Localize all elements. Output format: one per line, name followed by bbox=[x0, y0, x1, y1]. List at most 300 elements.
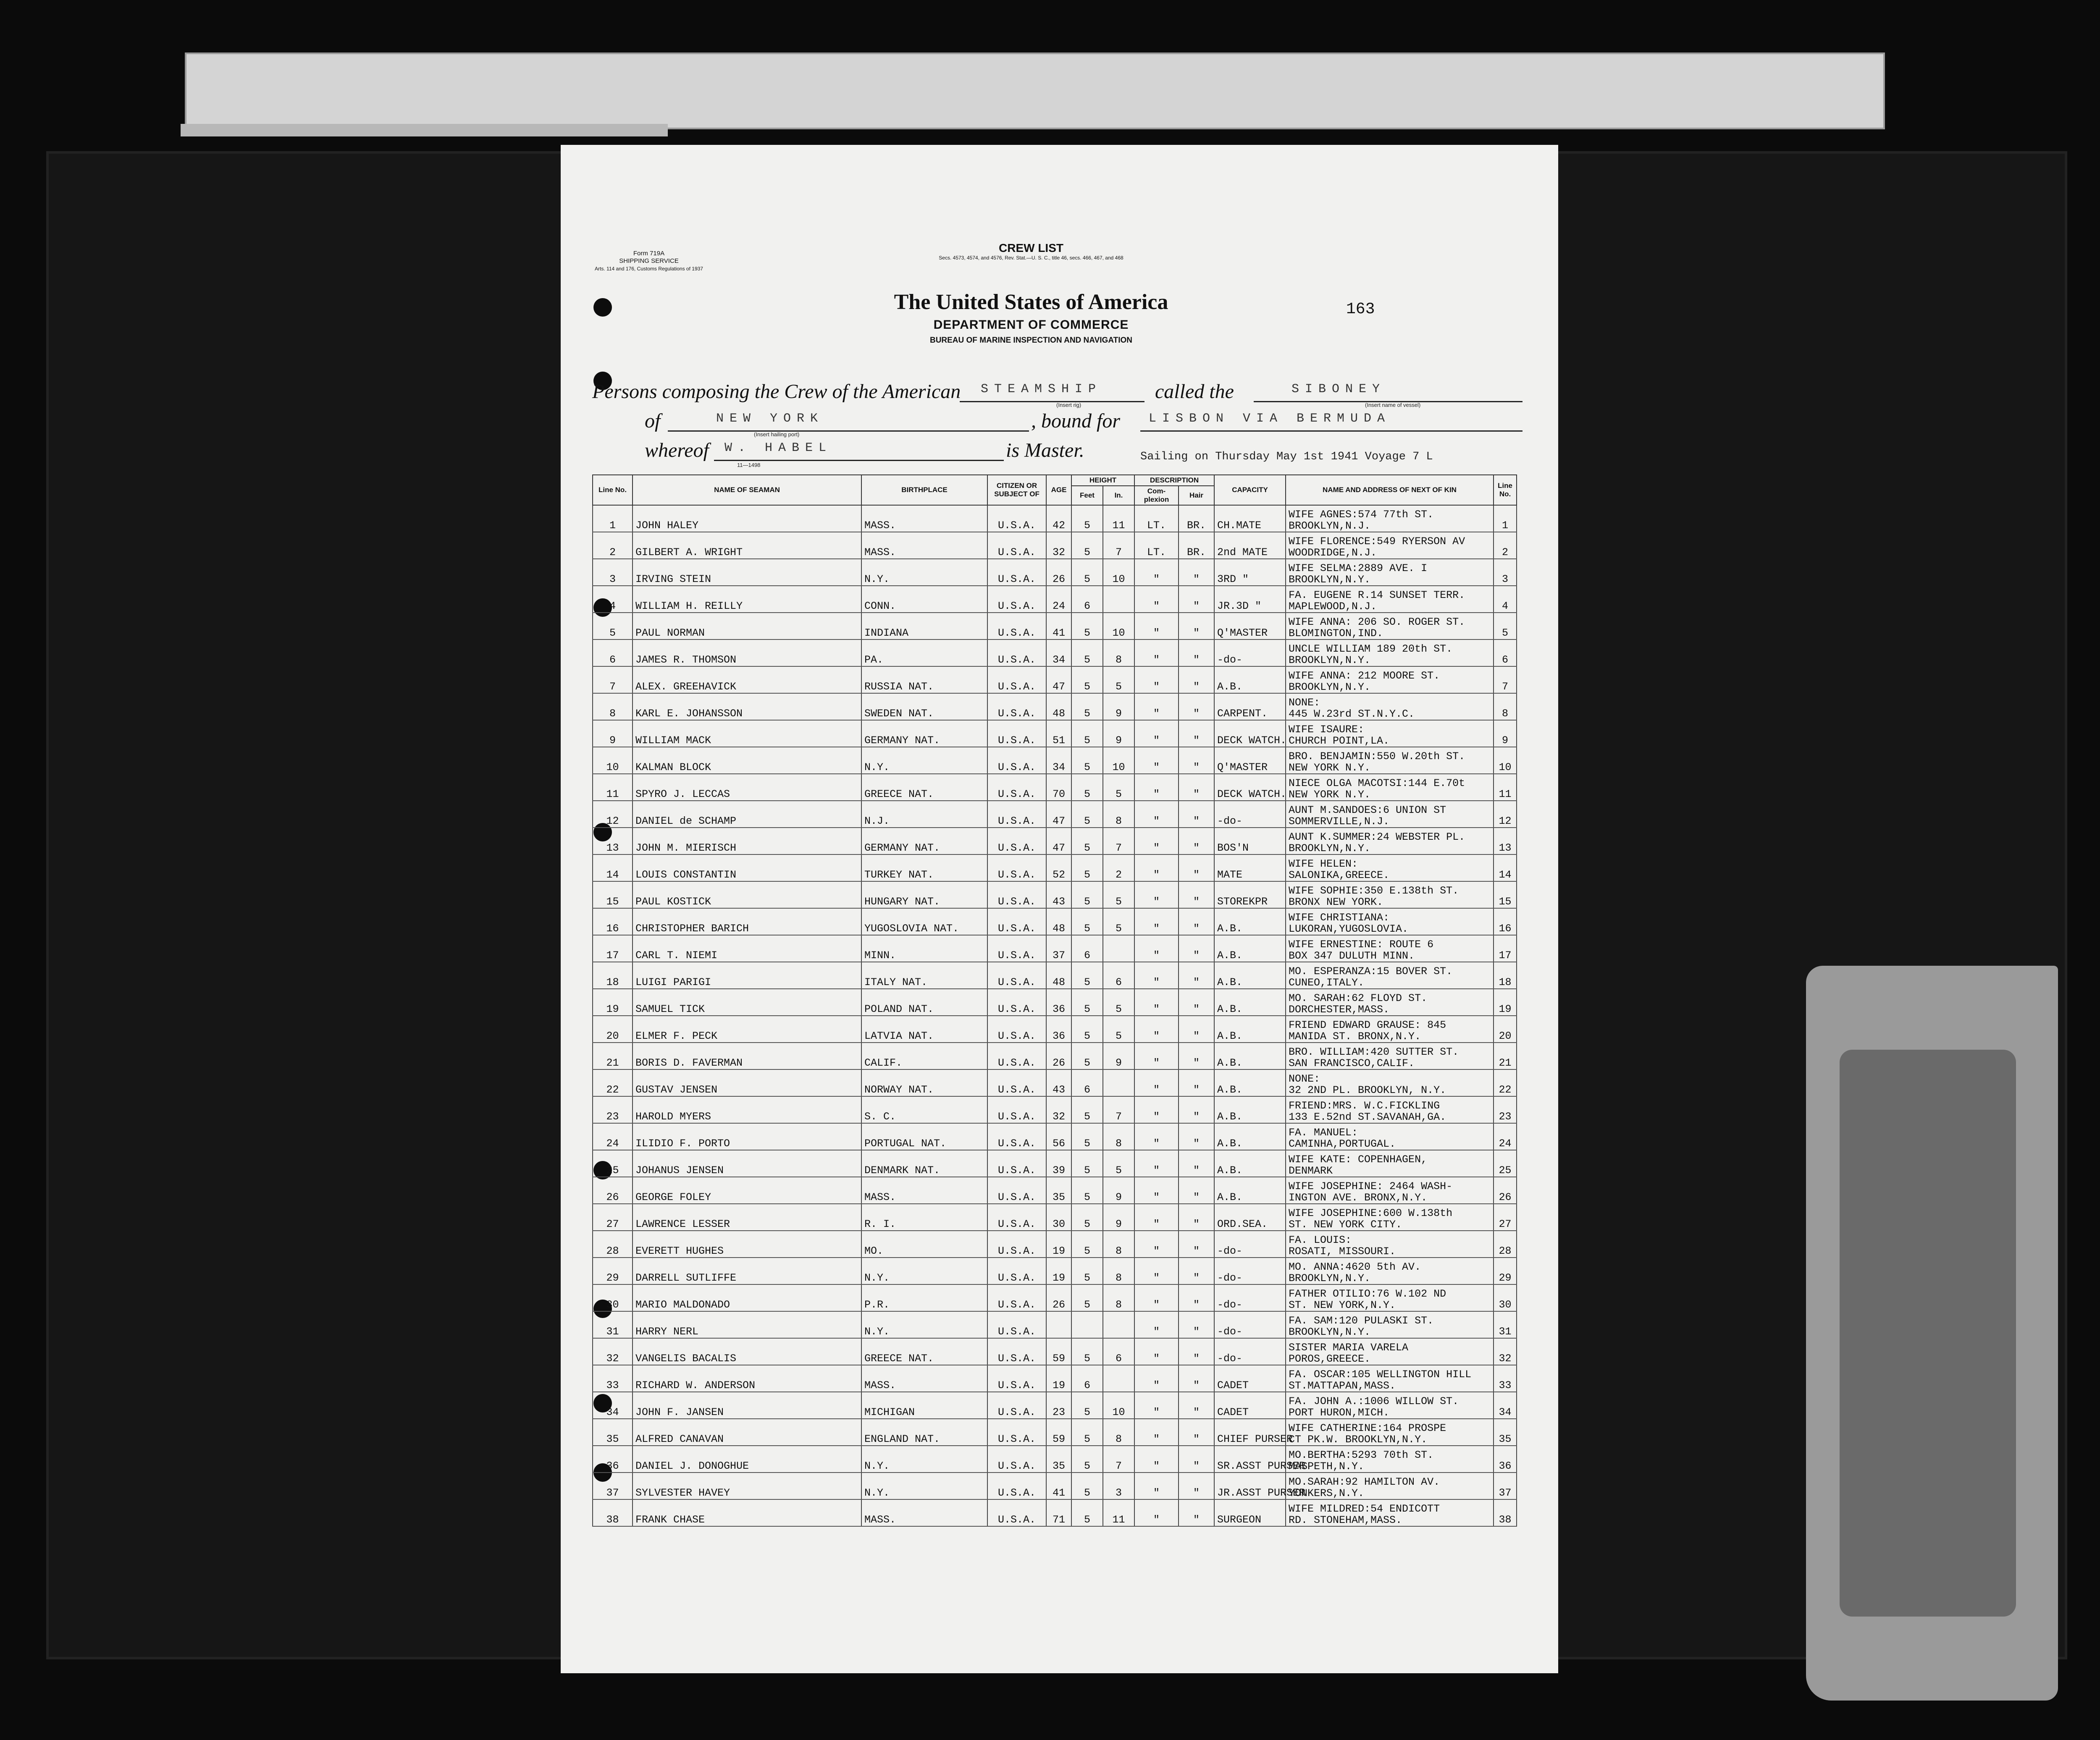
form-number: Form 719A bbox=[633, 250, 665, 257]
seaman-name-cell: BORIS D. FAVERMAN bbox=[633, 1043, 861, 1069]
age-cell: 19 bbox=[1046, 1231, 1071, 1258]
next-of-kin-line: BROOKLYN,N.Y. bbox=[1289, 1326, 1371, 1338]
line-number-cell: 14 bbox=[593, 854, 633, 881]
line-number-right-cell: 36 bbox=[1494, 1446, 1517, 1473]
capacity-cell: STOREKPR bbox=[1214, 881, 1286, 908]
height-inches-cell: 8 bbox=[1103, 1419, 1134, 1446]
height-feet-cell: 5 bbox=[1071, 1338, 1103, 1365]
age-cell: 70 bbox=[1046, 774, 1071, 801]
citizenship-cell: U.S.A. bbox=[987, 1499, 1046, 1526]
seaman-name-cell: ALEX. GREEHAVICK bbox=[633, 666, 861, 693]
height-feet-cell: 6 bbox=[1071, 1365, 1103, 1392]
next-of-kin-line: 32 2ND PL. BROOKLYN, N.Y. bbox=[1289, 1084, 1446, 1096]
line-number-right-cell: 1 bbox=[1494, 505, 1517, 532]
header-next-of-kin: NAME AND ADDRESS OF NEXT OF KIN bbox=[1286, 475, 1494, 505]
line-number-cell: 30 bbox=[593, 1284, 633, 1311]
seaman-name-cell: MARIO MALDONADO bbox=[633, 1284, 861, 1311]
citizenship-cell: U.S.A. bbox=[987, 935, 1046, 962]
seaman-name-cell: PAUL NORMAN bbox=[633, 613, 861, 639]
age-cell: 34 bbox=[1046, 639, 1071, 666]
form-title: CREW LIST bbox=[999, 241, 1063, 254]
next-of-kin-line: FA. SAM:120 PULASKI ST. bbox=[1289, 1315, 1434, 1327]
table-row bbox=[593, 1284, 1517, 1311]
next-of-kin-line: MO. SARAH:62 FLOYD ST. bbox=[1289, 992, 1428, 1004]
hair-cell: " bbox=[1179, 989, 1214, 1016]
next-of-kin-line: RD. STONEHAM,MASS. bbox=[1289, 1514, 1402, 1526]
line-number-cell: 31 bbox=[593, 1311, 633, 1338]
next-of-kin-cell bbox=[1286, 666, 1494, 693]
birthplace-cell: MASS. bbox=[861, 1365, 987, 1392]
form-arts: Arts. 114 and 176, Customs Regulations of 1937 bbox=[595, 266, 703, 272]
height-feet-cell: 5 bbox=[1071, 693, 1103, 720]
next-of-kin-line: BROOKLYN,N.J. bbox=[1289, 520, 1371, 532]
seaman-name-cell: VANGELIS BACALIS bbox=[633, 1338, 861, 1365]
complexion-cell: " bbox=[1134, 1446, 1179, 1473]
vessel-caption: (Insert name of vessel) bbox=[1365, 402, 1421, 408]
age-cell: 26 bbox=[1046, 1043, 1071, 1069]
next-of-kin-line: MO. ESPERANZA:15 BOVER ST. bbox=[1289, 965, 1453, 977]
hair-cell: " bbox=[1179, 935, 1214, 962]
next-of-kin-line: MANIDA ST. BRONX,N.Y. bbox=[1289, 1030, 1421, 1043]
next-of-kin-line: SISTER MARIA VARELA bbox=[1289, 1342, 1409, 1354]
table-row bbox=[593, 586, 1517, 613]
form-statute: Secs. 4573, 4574, and 4576, Rev. Stat.—U. S. C., title 46, secs. 466, 467, and 468 bbox=[939, 255, 1124, 261]
citizenship-cell: U.S.A. bbox=[987, 908, 1046, 935]
capacity-cell: BOS'N bbox=[1214, 828, 1286, 854]
height-feet-cell: 5 bbox=[1071, 854, 1103, 881]
height-inches-cell: 7 bbox=[1103, 1096, 1134, 1123]
age-cell: 47 bbox=[1046, 666, 1071, 693]
hair-cell: " bbox=[1179, 1150, 1214, 1177]
birthplace-cell: LATVIA NAT. bbox=[861, 1016, 987, 1043]
birthplace-cell: DENMARK NAT. bbox=[861, 1150, 987, 1177]
height-inches-cell: 9 bbox=[1103, 720, 1134, 747]
height-feet-cell: 6 bbox=[1071, 586, 1103, 613]
birthplace-cell: GERMANY NAT. bbox=[861, 720, 987, 747]
line-number-right-cell: 31 bbox=[1494, 1311, 1517, 1338]
hair-cell: " bbox=[1179, 1392, 1214, 1419]
hair-cell: " bbox=[1179, 1069, 1214, 1096]
capacity-cell: 2nd MATE bbox=[1214, 532, 1286, 559]
age-cell: 48 bbox=[1046, 908, 1071, 935]
next-of-kin-line: WIFE AGNES:574 77th ST. bbox=[1289, 508, 1434, 521]
next-of-kin-line: WIFE CATHERINE:164 PROSPE bbox=[1289, 1422, 1446, 1434]
height-inches-cell: 6 bbox=[1103, 962, 1134, 989]
height-inches-cell bbox=[1103, 935, 1134, 962]
table-row bbox=[593, 532, 1517, 559]
birthplace-cell: N.Y. bbox=[861, 559, 987, 586]
complexion-cell: " bbox=[1134, 693, 1179, 720]
height-feet-cell: 5 bbox=[1071, 720, 1103, 747]
line-number-right-cell: 25 bbox=[1494, 1150, 1517, 1177]
next-of-kin-line: ROSATI, MISSOURI. bbox=[1289, 1245, 1396, 1258]
next-of-kin-line: NEW YORK N.Y. bbox=[1289, 762, 1371, 774]
height-inches-cell: 10 bbox=[1103, 559, 1134, 586]
next-of-kin-line: BLOMINGTON,IND. bbox=[1289, 627, 1383, 639]
next-of-kin-line: MO.SARAH:92 HAMILTON AV. bbox=[1289, 1476, 1440, 1488]
capacity-cell: CH.MATE bbox=[1214, 505, 1286, 532]
line-number-cell: 19 bbox=[593, 989, 633, 1016]
hair-cell: " bbox=[1179, 1177, 1214, 1204]
birthplace-cell: POLAND NAT. bbox=[861, 989, 987, 1016]
capacity-cell: A.B. bbox=[1214, 1043, 1286, 1069]
table-row bbox=[593, 989, 1517, 1016]
citizenship-cell: U.S.A. bbox=[987, 1392, 1046, 1419]
height-inches-cell: 5 bbox=[1103, 666, 1134, 693]
citizenship-cell: U.S.A. bbox=[987, 639, 1046, 666]
birthplace-cell: N.Y. bbox=[861, 1473, 987, 1499]
destination: LISBON VIA BERMUDA bbox=[1149, 411, 1391, 426]
complexion-cell: " bbox=[1134, 989, 1179, 1016]
height-inches-cell: 5 bbox=[1103, 989, 1134, 1016]
capacity-cell: A.B. bbox=[1214, 935, 1286, 962]
crew-table-body bbox=[593, 505, 1517, 1526]
next-of-kin-line: MO. ANNA:4620 5th AV. bbox=[1289, 1261, 1421, 1273]
next-of-kin-line: FRIEND:MRS. W.C.FICKLING bbox=[1289, 1100, 1440, 1112]
line-number-right-cell: 22 bbox=[1494, 1069, 1517, 1096]
header-line-no: Line No. bbox=[593, 475, 633, 505]
next-of-kin-line: FA. LOUIS: bbox=[1289, 1234, 1352, 1246]
table-row bbox=[593, 1016, 1517, 1043]
height-inches-cell: 7 bbox=[1103, 532, 1134, 559]
birthplace-cell: GREECE NAT. bbox=[861, 1338, 987, 1365]
citizenship-cell: U.S.A. bbox=[987, 693, 1046, 720]
height-feet-cell: 5 bbox=[1071, 962, 1103, 989]
next-of-kin-line: MO.BERTHA:5293 70th ST. bbox=[1289, 1449, 1434, 1461]
complexion-cell: " bbox=[1134, 586, 1179, 613]
age-cell: 39 bbox=[1046, 1150, 1071, 1177]
line-number-right-cell: 35 bbox=[1494, 1419, 1517, 1446]
age-cell: 19 bbox=[1046, 1258, 1071, 1284]
line-number-cell: 2 bbox=[593, 532, 633, 559]
next-of-kin-cell bbox=[1286, 1473, 1494, 1499]
next-of-kin-line: ST. NEW YORK,N.Y. bbox=[1289, 1299, 1396, 1311]
next-of-kin-cell bbox=[1286, 828, 1494, 854]
hair-cell: " bbox=[1179, 1365, 1214, 1392]
next-of-kin-line: WIFE CHRISTIANA: bbox=[1289, 912, 1390, 924]
height-inches-cell: 9 bbox=[1103, 1204, 1134, 1231]
seaman-name-cell: DARRELL SUTLIFFE bbox=[633, 1258, 861, 1284]
height-inches-cell: 8 bbox=[1103, 639, 1134, 666]
line-number-right-cell: 9 bbox=[1494, 720, 1517, 747]
height-feet-cell: 5 bbox=[1071, 532, 1103, 559]
height-inches-cell: 5 bbox=[1103, 881, 1134, 908]
height-feet-cell: 5 bbox=[1071, 908, 1103, 935]
table-row bbox=[593, 559, 1517, 586]
height-inches-cell: 8 bbox=[1103, 1258, 1134, 1284]
country-title: The United States of America bbox=[894, 290, 1168, 314]
next-of-kin-line: SALONIKA,GREECE. bbox=[1289, 869, 1390, 881]
table-row bbox=[593, 1419, 1517, 1446]
table-row bbox=[593, 1177, 1517, 1204]
next-of-kin-cell bbox=[1286, 774, 1494, 801]
seaman-name-cell: SYLVESTER HAVEY bbox=[633, 1473, 861, 1499]
seaman-name-cell: LAWRENCE LESSER bbox=[633, 1204, 861, 1231]
next-of-kin-line: WIFE ANNA: 212 MOORE ST. bbox=[1289, 670, 1440, 682]
next-of-kin-line: WIFE FLORENCE:549 RYERSON AV bbox=[1289, 535, 1465, 548]
seaman-name-cell: KARL E. JOHANSSON bbox=[633, 693, 861, 720]
seaman-name-cell: SPYRO J. LECCAS bbox=[633, 774, 861, 801]
hair-cell: BR. bbox=[1179, 505, 1214, 532]
capacity-cell: A.B. bbox=[1214, 1150, 1286, 1177]
age-cell: 52 bbox=[1046, 854, 1071, 881]
line-number-right-cell: 24 bbox=[1494, 1123, 1517, 1150]
age-cell: 56 bbox=[1046, 1123, 1071, 1150]
line-number-right-cell: 13 bbox=[1494, 828, 1517, 854]
next-of-kin-line: BRONX NEW YORK. bbox=[1289, 896, 1383, 908]
age-cell: 59 bbox=[1046, 1338, 1071, 1365]
next-of-kin-line: WIFE HELEN: bbox=[1289, 858, 1358, 870]
age-cell: 19 bbox=[1046, 1365, 1071, 1392]
complexion-cell: " bbox=[1134, 559, 1179, 586]
capacity-cell: A.B. bbox=[1214, 1096, 1286, 1123]
line-number-right-cell: 28 bbox=[1494, 1231, 1517, 1258]
height-feet-cell: 5 bbox=[1071, 613, 1103, 639]
capacity-cell: -do- bbox=[1214, 1258, 1286, 1284]
seaman-name-cell: RICHARD W. ANDERSON bbox=[633, 1365, 861, 1392]
capacity-cell: A.B. bbox=[1214, 1069, 1286, 1096]
height-feet-cell: 5 bbox=[1071, 1446, 1103, 1473]
citizenship-cell: U.S.A. bbox=[987, 1338, 1046, 1365]
next-of-kin-line: BRO. BENJAMIN:550 W.20th ST. bbox=[1289, 750, 1465, 763]
hair-cell: " bbox=[1179, 881, 1214, 908]
line-number-cell: 20 bbox=[593, 1016, 633, 1043]
citizenship-cell: U.S.A. bbox=[987, 1311, 1046, 1338]
line-number-cell: 12 bbox=[593, 801, 633, 828]
complexion-cell: " bbox=[1134, 1365, 1179, 1392]
next-of-kin-cell bbox=[1286, 613, 1494, 639]
height-inches-cell bbox=[1103, 1365, 1134, 1392]
next-of-kin-line: 133 E.52nd ST.SAVANAH,GA. bbox=[1289, 1111, 1446, 1123]
citizenship-cell: U.S.A. bbox=[987, 505, 1046, 532]
next-of-kin-line: NONE: bbox=[1289, 1073, 1320, 1085]
hair-cell: " bbox=[1179, 747, 1214, 774]
seaman-name-cell: WILLIAM H. REILLY bbox=[633, 586, 861, 613]
line-number-right-cell: 15 bbox=[1494, 881, 1517, 908]
citizenship-cell: U.S.A. bbox=[987, 1123, 1046, 1150]
next-of-kin-line: CHURCH POINT,LA. bbox=[1289, 735, 1390, 747]
line-number-cell: 17 bbox=[593, 935, 633, 962]
next-of-kin-cell bbox=[1286, 1392, 1494, 1419]
header-name: NAME OF SEAMAN bbox=[633, 475, 861, 505]
table-row bbox=[593, 854, 1517, 881]
seaman-name-cell: GILBERT A. WRIGHT bbox=[633, 532, 861, 559]
complexion-cell: " bbox=[1134, 613, 1179, 639]
table-row bbox=[593, 1365, 1517, 1392]
line-number-cell: 8 bbox=[593, 693, 633, 720]
capacity-cell: A.B. bbox=[1214, 962, 1286, 989]
next-of-kin-line: BROOKLYN,N.Y. bbox=[1289, 654, 1371, 666]
bureau-name: BUREAU OF MARINE INSPECTION AND NAVIGATION bbox=[929, 336, 1133, 345]
is-master-label: is Master. bbox=[1006, 439, 1084, 461]
header-citizen: CITIZEN OR SUBJECT OF bbox=[987, 475, 1046, 505]
birthplace-cell: R. I. bbox=[861, 1204, 987, 1231]
next-of-kin-line: PORT HURON,MICH. bbox=[1289, 1407, 1390, 1419]
next-of-kin-cell bbox=[1286, 1096, 1494, 1123]
complexion-cell: " bbox=[1134, 1258, 1179, 1284]
next-of-kin-cell bbox=[1286, 1043, 1494, 1069]
birthplace-cell: N.Y. bbox=[861, 1258, 987, 1284]
next-of-kin-line: BROOKLYN,N.Y. bbox=[1289, 842, 1371, 854]
line-number-right-cell: 8 bbox=[1494, 693, 1517, 720]
next-of-kin-line: FATHER OTILIO:76 W.102 ND bbox=[1289, 1288, 1446, 1300]
line-number-cell: 32 bbox=[593, 1338, 633, 1365]
next-of-kin-cell bbox=[1286, 1123, 1494, 1150]
complexion-cell: " bbox=[1134, 935, 1179, 962]
hair-cell: " bbox=[1179, 1338, 1214, 1365]
birthplace-cell: CONN. bbox=[861, 586, 987, 613]
sailing-note: Sailing on Thursday May 1st 1941 Voyage 7 L bbox=[1140, 451, 1433, 463]
complexion-cell: " bbox=[1134, 1419, 1179, 1446]
table-row bbox=[593, 720, 1517, 747]
complexion-cell: " bbox=[1134, 774, 1179, 801]
table-row bbox=[593, 935, 1517, 962]
table-row bbox=[593, 908, 1517, 935]
citizenship-cell: U.S.A. bbox=[987, 559, 1046, 586]
line-number-right-cell: 27 bbox=[1494, 1204, 1517, 1231]
age-cell: 35 bbox=[1046, 1177, 1071, 1204]
height-inches-cell: 10 bbox=[1103, 747, 1134, 774]
birthplace-cell: MO. bbox=[861, 1231, 987, 1258]
height-inches-cell: 5 bbox=[1103, 908, 1134, 935]
complexion-cell: " bbox=[1134, 1499, 1179, 1526]
table-row bbox=[593, 1231, 1517, 1258]
seaman-name-cell: SAMUEL TICK bbox=[633, 989, 861, 1016]
capacity-cell: ORD.SEA. bbox=[1214, 1204, 1286, 1231]
line-number-right-cell: 16 bbox=[1494, 908, 1517, 935]
next-of-kin-line: CUNEO,ITALY. bbox=[1289, 977, 1365, 989]
seaman-name-cell: PAUL KOSTICK bbox=[633, 881, 861, 908]
complexion-cell: " bbox=[1134, 1123, 1179, 1150]
hair-cell: " bbox=[1179, 1311, 1214, 1338]
height-feet-cell: 6 bbox=[1071, 1069, 1103, 1096]
line-number-cell: 10 bbox=[593, 747, 633, 774]
citizenship-cell: U.S.A. bbox=[987, 1419, 1046, 1446]
height-feet-cell: 5 bbox=[1071, 1473, 1103, 1499]
complexion-cell: LT. bbox=[1134, 505, 1179, 532]
of-label: of bbox=[645, 410, 661, 432]
height-inches-cell: 10 bbox=[1103, 1392, 1134, 1419]
table-row bbox=[593, 613, 1517, 639]
birthplace-cell: N.J. bbox=[861, 801, 987, 828]
citizenship-cell: U.S.A. bbox=[987, 666, 1046, 693]
next-of-kin-line: BROOKLYN,N.Y. bbox=[1289, 1272, 1371, 1284]
capacity-cell: SR.ASST PURSER bbox=[1214, 1446, 1286, 1473]
hair-cell: " bbox=[1179, 693, 1214, 720]
line-number-cell: 35 bbox=[593, 1419, 633, 1446]
line-number-right-cell: 14 bbox=[1494, 854, 1517, 881]
complexion-cell: " bbox=[1134, 854, 1179, 881]
complexion-cell: " bbox=[1134, 1096, 1179, 1123]
seaman-name-cell: KALMAN BLOCK bbox=[633, 747, 861, 774]
line-number-cell: 27 bbox=[593, 1204, 633, 1231]
complexion-cell: LT. bbox=[1134, 532, 1179, 559]
height-feet-cell: 5 bbox=[1071, 505, 1103, 532]
vessel-name: SIBONEY bbox=[1292, 382, 1386, 396]
citizenship-cell: U.S.A. bbox=[987, 1016, 1046, 1043]
next-of-kin-cell bbox=[1286, 693, 1494, 720]
height-feet-cell: 5 bbox=[1071, 1150, 1103, 1177]
hair-cell: " bbox=[1179, 1123, 1214, 1150]
capacity-cell: SURGEON bbox=[1214, 1499, 1286, 1526]
age-cell: 51 bbox=[1046, 720, 1071, 747]
line-number-right-cell: 30 bbox=[1494, 1284, 1517, 1311]
height-inches-cell bbox=[1103, 1311, 1134, 1338]
line-number-right-cell: 5 bbox=[1494, 613, 1517, 639]
capacity-cell: A.B. bbox=[1214, 989, 1286, 1016]
hair-cell: " bbox=[1179, 1473, 1214, 1499]
height-inches-cell: 8 bbox=[1103, 801, 1134, 828]
hair-cell: " bbox=[1179, 639, 1214, 666]
next-of-kin-cell bbox=[1286, 1016, 1494, 1043]
height-feet-cell: 5 bbox=[1071, 559, 1103, 586]
next-of-kin-cell bbox=[1286, 881, 1494, 908]
next-of-kin-cell bbox=[1286, 854, 1494, 881]
line-number-right-cell: 21 bbox=[1494, 1043, 1517, 1069]
line-number-right-cell: 17 bbox=[1494, 935, 1517, 962]
hair-cell: " bbox=[1179, 1499, 1214, 1526]
line-number-right-cell: 38 bbox=[1494, 1499, 1517, 1526]
citizenship-cell: U.S.A. bbox=[987, 1365, 1046, 1392]
next-of-kin-line: ST.MATTAPAN,MASS. bbox=[1289, 1380, 1396, 1392]
line-number-right-cell: 37 bbox=[1494, 1473, 1517, 1499]
line-number-cell: 3 bbox=[593, 559, 633, 586]
citizenship-cell: U.S.A. bbox=[987, 747, 1046, 774]
next-of-kin-line: FRIEND EDWARD GRAUSE: 845 bbox=[1289, 1019, 1446, 1031]
birthplace-cell: PORTUGAL NAT. bbox=[861, 1123, 987, 1150]
crew-statement: Persons composing the Crew of the American bbox=[592, 380, 961, 403]
height-feet-cell: 5 bbox=[1071, 1016, 1103, 1043]
table-row bbox=[593, 1043, 1517, 1069]
age-cell: 48 bbox=[1046, 962, 1071, 989]
complexion-cell: " bbox=[1134, 1150, 1179, 1177]
height-feet-cell: 5 bbox=[1071, 639, 1103, 666]
next-of-kin-cell bbox=[1286, 989, 1494, 1016]
line-number-cell: 29 bbox=[593, 1258, 633, 1284]
table-row bbox=[593, 1338, 1517, 1365]
master-name: W. HABEL bbox=[724, 441, 832, 455]
citizenship-cell: U.S.A. bbox=[987, 613, 1046, 639]
hair-cell: " bbox=[1179, 613, 1214, 639]
next-of-kin-line: AUNT K.SUMMER:24 WEBSTER PL. bbox=[1289, 831, 1465, 843]
line-number-right-cell: 26 bbox=[1494, 1177, 1517, 1204]
next-of-kin-cell bbox=[1286, 1177, 1494, 1204]
capacity-cell: CADET bbox=[1214, 1392, 1286, 1419]
next-of-kin-line: LUKORAN,YUGOSLOVIA. bbox=[1289, 923, 1409, 935]
table-row bbox=[593, 1392, 1517, 1419]
birthplace-cell: MICHIGAN bbox=[861, 1392, 987, 1419]
seaman-name-cell: GEORGE FOLEY bbox=[633, 1177, 861, 1204]
birthplace-cell: MINN. bbox=[861, 935, 987, 962]
citizenship-cell: U.S.A. bbox=[987, 774, 1046, 801]
next-of-kin-cell bbox=[1286, 747, 1494, 774]
table-row bbox=[593, 1311, 1517, 1338]
birthplace-cell: INDIANA bbox=[861, 613, 987, 639]
age-cell: 26 bbox=[1046, 1284, 1071, 1311]
birthplace-cell: ITALY NAT. bbox=[861, 962, 987, 989]
height-inches-cell: 11 bbox=[1103, 505, 1134, 532]
age-cell: 34 bbox=[1046, 747, 1071, 774]
next-of-kin-line: BROOKLYN,N.Y. bbox=[1289, 681, 1371, 693]
birthplace-cell: RUSSIA NAT. bbox=[861, 666, 987, 693]
age-cell: 37 bbox=[1046, 935, 1071, 962]
top-paper-strip bbox=[185, 52, 1885, 129]
citizenship-cell: U.S.A. bbox=[987, 1096, 1046, 1123]
complexion-cell: " bbox=[1134, 881, 1179, 908]
complexion-cell: " bbox=[1134, 666, 1179, 693]
next-of-kin-line: WIFE SOPHIE:350 E.138th ST. bbox=[1289, 885, 1459, 897]
next-of-kin-line: FA. EUGENE R.14 SUNSET TERR. bbox=[1289, 589, 1465, 601]
